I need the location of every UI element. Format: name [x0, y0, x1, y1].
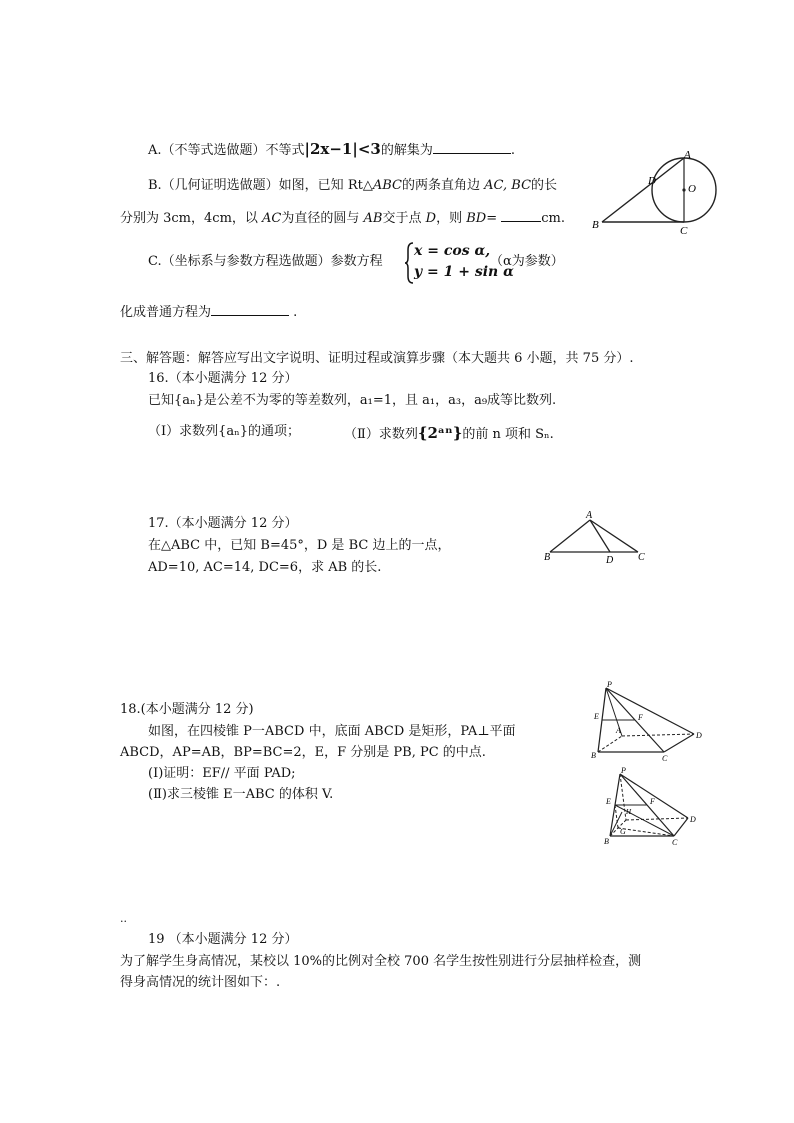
part-b-text3: 的长 [531, 178, 558, 193]
q17-line2: AD=10, AC=14, DC=6，求 AB 的长. [148, 560, 382, 575]
part-b-text6: 交于点 [382, 211, 422, 226]
q16-part2-suffix: 的前 n 项和 Sₙ. [462, 427, 554, 442]
part-b-ac2: AC [262, 211, 282, 226]
param-equations [404, 242, 514, 284]
part-a-line [148, 140, 515, 159]
label-h: H [626, 808, 632, 816]
q16-line1: 已知{aₙ}是公差不为零的等差数列，a₁=1，且 a₁，a₃，a₉成等比数列. [148, 393, 557, 408]
part-b-text7: ，则 [436, 211, 463, 226]
part-b-line2 [120, 209, 565, 227]
q18-line1: 如图，在四棱锥 P一ABCD 中，底面 ABCD 是矩形，PA⊥平面 [148, 724, 516, 739]
q18-line2: ABCD，AP=AB，BP=BC=2，E，F 分别是 PB, PC 的中点. [120, 745, 486, 760]
label-c: C [638, 552, 645, 563]
part-a-suffix: 的解集为 [380, 143, 433, 158]
param-note: （α为参数） [490, 254, 564, 269]
label-e: E [594, 712, 599, 721]
part-b-bd: BD= [466, 211, 498, 226]
part-c-line2 [120, 303, 297, 321]
label-g: G [620, 827, 626, 836]
part-b-line1 [148, 178, 557, 194]
part-a-expr: |2x−1|<3 [304, 140, 381, 158]
answer-blank-c [211, 303, 289, 316]
q16-part2 [344, 424, 554, 443]
label-p: P [621, 766, 626, 775]
part-b-abc: ABC [372, 178, 402, 193]
part-c-end: . [293, 305, 298, 320]
label-p: P [607, 680, 612, 689]
label-c: C [672, 838, 678, 847]
part-c-text: 化成普通方程为 [120, 305, 212, 320]
label-d: D [690, 815, 696, 824]
label-f: F [650, 797, 655, 806]
q18-part2: (Ⅱ)求三棱锥 E一ABC 的体积 V. [148, 787, 334, 802]
label-f: F [638, 713, 643, 722]
part-b-text4: 分别为 3cm，4cm，以 [120, 211, 258, 226]
part-b-ab: AB [363, 211, 383, 226]
q16-part1: （Ⅰ）求数列{aₙ}的通项； [148, 424, 301, 439]
label-d: D [648, 175, 656, 187]
part-b-unit: cm. [541, 211, 565, 226]
label-b: B [604, 837, 609, 846]
section3-title: 三、解答题：解答应写出文字说明、证明过程或演算步骤（本大题共 6 小题，共 75 分）. [120, 351, 634, 366]
answer-blank-a [433, 141, 511, 154]
circle-figure [588, 148, 738, 238]
label-e: E [606, 797, 611, 806]
eq1: x = cos α, [414, 243, 491, 259]
pyramid-figure-1 [591, 680, 702, 763]
q18-head: 18.(本小题满分 12 分) [120, 702, 254, 717]
q16-part2-prefix: （Ⅱ）求数列 [344, 427, 418, 442]
part-b-text2: 的两条直角边 [401, 178, 480, 193]
label-a: A [684, 149, 691, 161]
part-b-d: D [425, 211, 437, 226]
label-d: D [696, 731, 702, 740]
part-c-prefix: C.（坐标系与参数方程选做题）参数方程 [148, 254, 383, 269]
triangle-figure [540, 506, 648, 564]
part-b-text5: 为直径的圆与 [281, 211, 360, 226]
label-a: A [586, 510, 593, 521]
part-b-text: B.（几何证明选做题）如图，已知 Rt△ [148, 178, 373, 193]
label-a: A [616, 726, 621, 735]
q19-head: 19 （本小题满分 12 分） [148, 932, 298, 947]
label-b: B [544, 552, 551, 563]
answer-blank-b [501, 209, 541, 222]
q17-line1: 在△ABC 中，已知 B=45°，D 是 BC 边上的一点， [148, 538, 451, 553]
q17-head: 17.（本小题满分 12 分） [148, 516, 298, 531]
part-b-ac: AC, [484, 178, 508, 193]
part-b-bc: BC [511, 178, 532, 193]
label-d: D [606, 555, 614, 564]
q19-line1: 为了解学生身高情况，某校以 10%的比例对全校 700 名学生按性别进行分层抽样检查，测 [120, 954, 642, 969]
pyramid-figures [576, 678, 714, 850]
q16-part2-expr: {2ᵃⁿ} [417, 424, 463, 442]
label-b: B [592, 219, 599, 231]
q16-head: 16.（本小题满分 12 分） [148, 371, 298, 386]
label-c: C [662, 754, 668, 763]
q19-line2: 得身高情况的统计图如下：. [120, 975, 281, 990]
label-o: O [688, 183, 696, 195]
label-c: C [680, 225, 688, 237]
eq2: y = 1 + sin α [414, 264, 514, 280]
pyramid-figure-2 [604, 766, 696, 847]
part-a-end: . [510, 143, 515, 158]
label-b: B [591, 751, 596, 760]
part-a-prefix: A.（不等式选做题）不等式 [148, 143, 305, 158]
q18-part1: (Ⅰ)证明：EF// 平面 PAD; [148, 766, 296, 781]
q19-dots: .. [120, 912, 127, 925]
